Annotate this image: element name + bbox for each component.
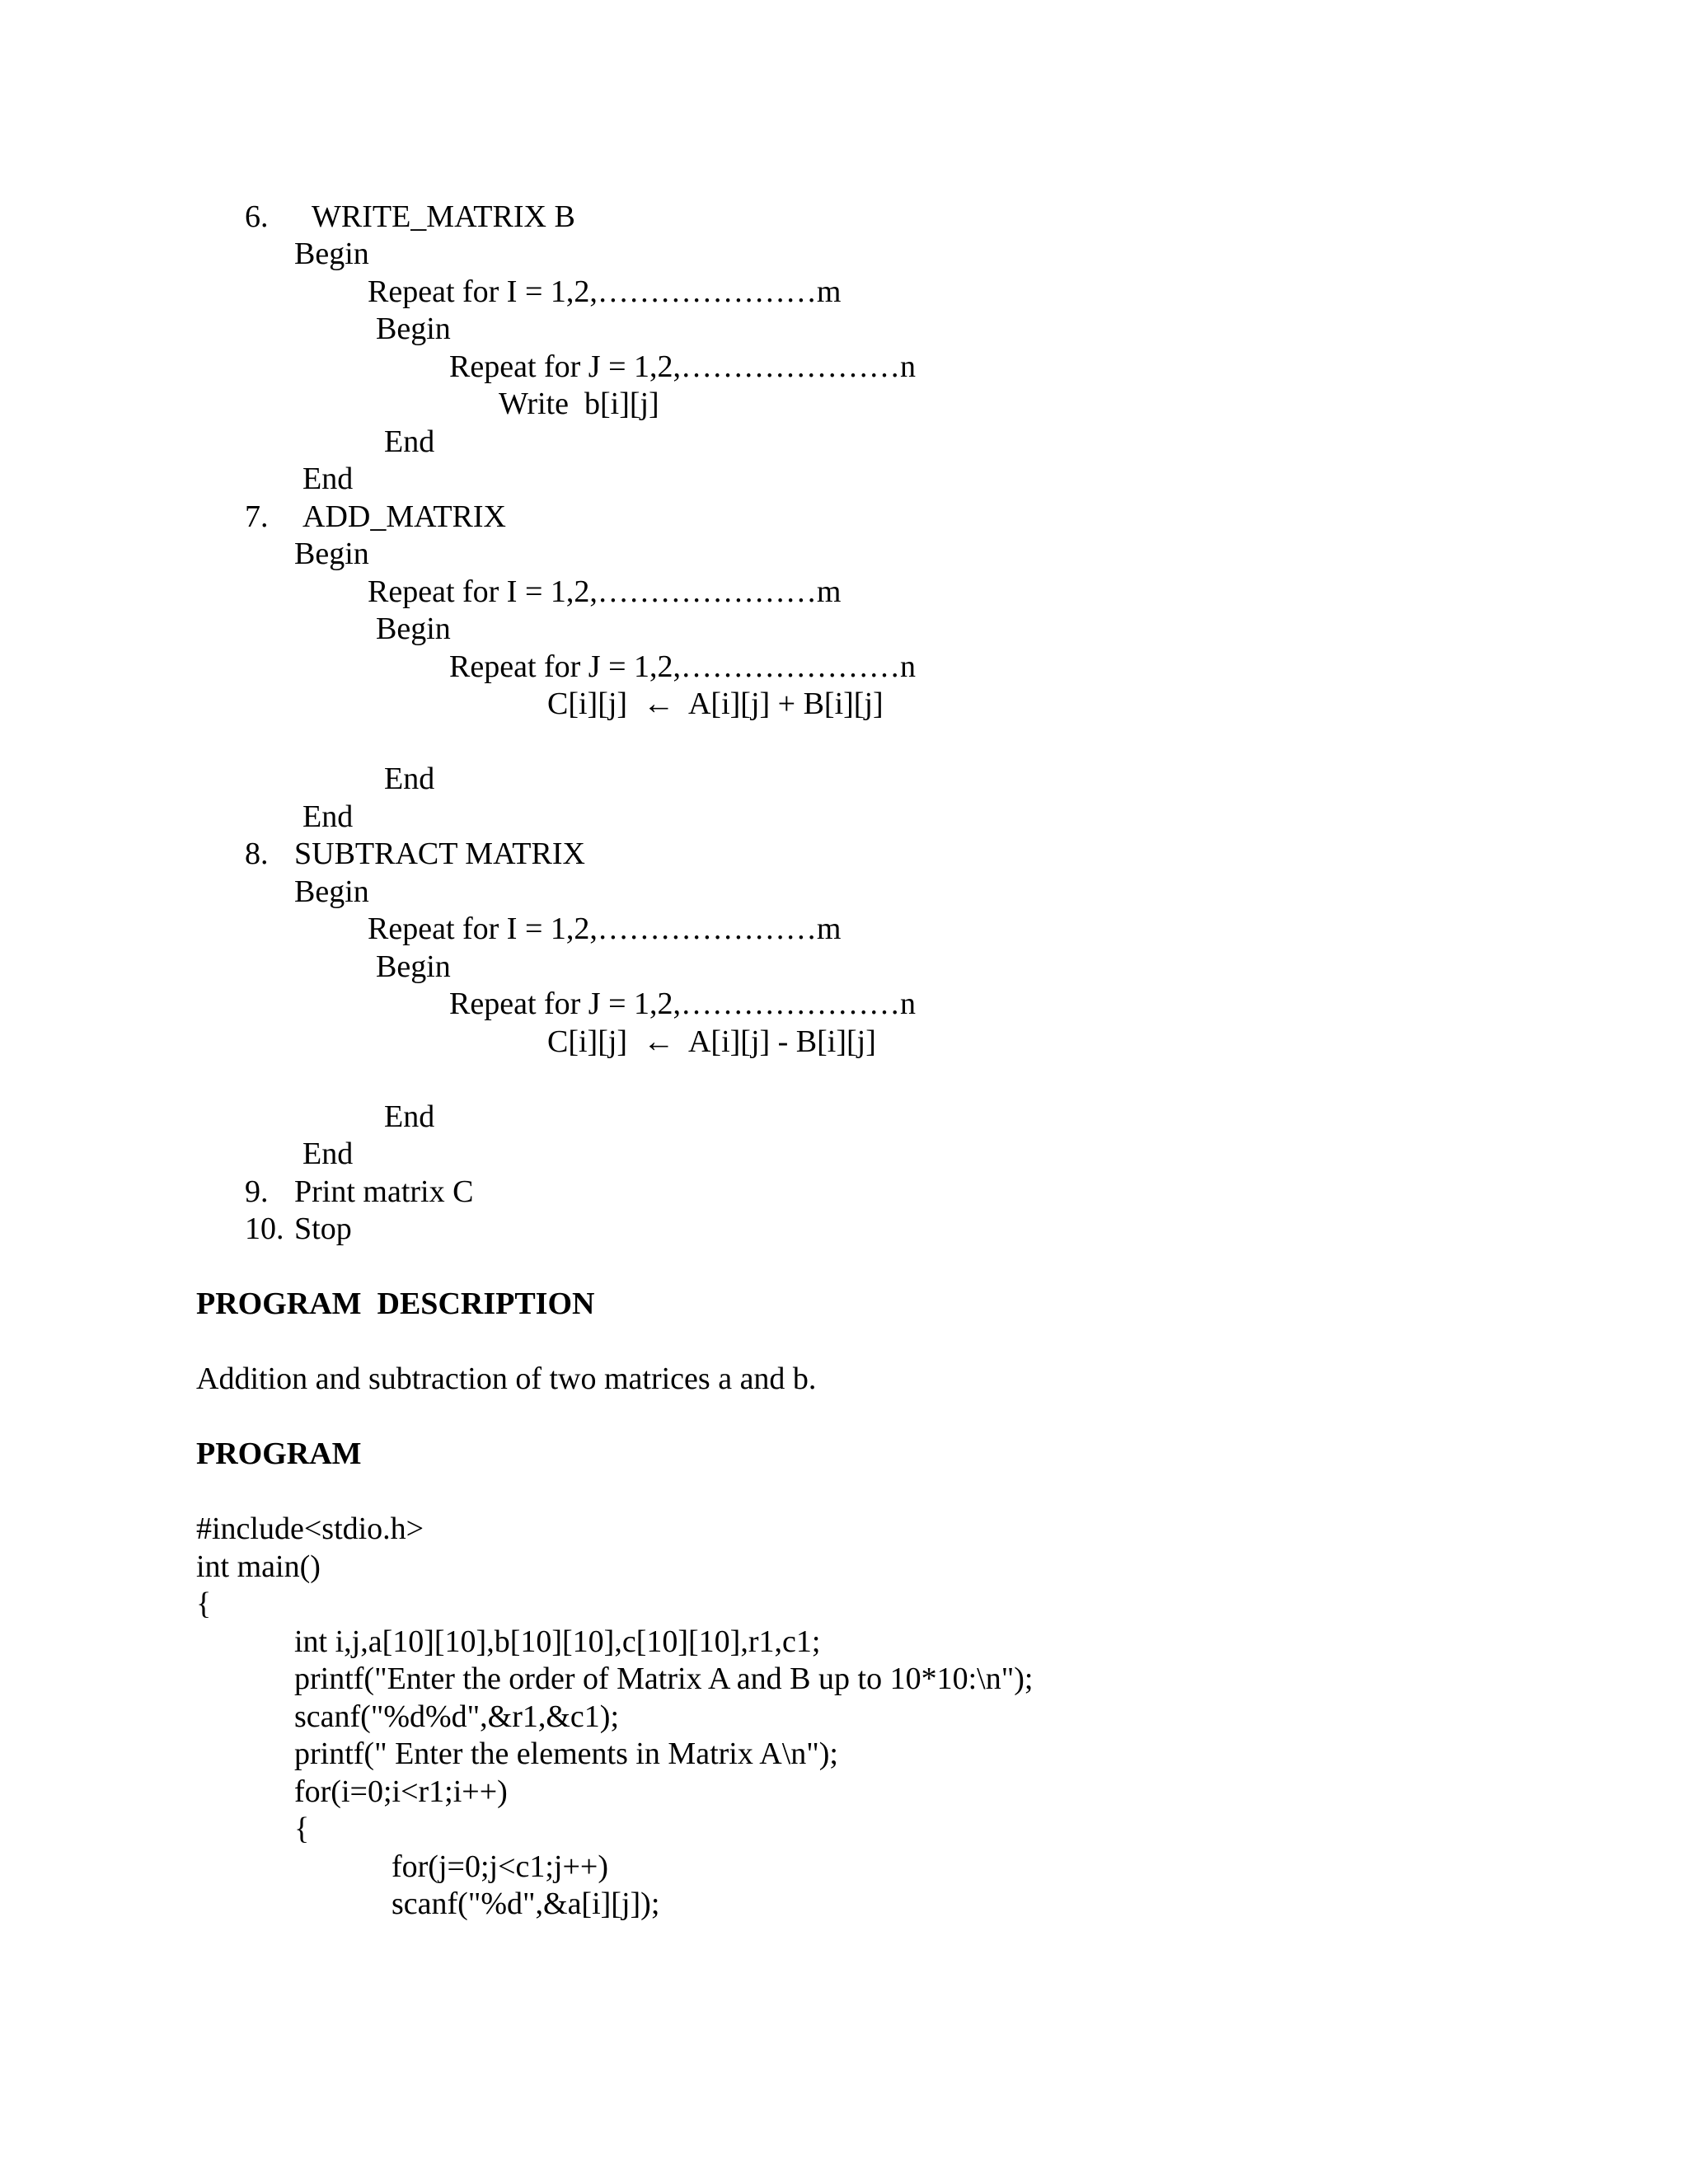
end-keyword: End bbox=[302, 1137, 354, 1171]
section-heading: PROGRAM DESCRIPTION bbox=[196, 1286, 595, 1321]
code-line: scanf("%d",&a[i][j]); bbox=[392, 1886, 660, 1921]
code-line: for(j=0;j<c1;j++) bbox=[392, 1849, 608, 1884]
begin-keyword: Begin bbox=[294, 537, 369, 571]
end-keyword: End bbox=[302, 799, 354, 834]
step-number: 8. bbox=[245, 837, 269, 871]
step-number: 6. bbox=[245, 199, 269, 234]
code-line: scanf("%d%d",&r1,&c1); bbox=[294, 1699, 620, 1734]
step-number: 7. bbox=[245, 499, 269, 534]
description-text: Addition and subtraction of two matrices a and b. bbox=[196, 1361, 817, 1396]
code-line: #include<stdio.h> bbox=[196, 1511, 424, 1546]
begin-keyword: Begin bbox=[376, 312, 451, 346]
repeat-i-loop: Repeat for I = 1,2,…………………m bbox=[368, 574, 842, 609]
code-line: { bbox=[196, 1586, 212, 1621]
step-title: Stop bbox=[294, 1212, 352, 1246]
code-line: for(i=0;i<r1;i++) bbox=[294, 1774, 508, 1809]
repeat-j-loop: Repeat for J = 1,2,…………………n bbox=[449, 349, 917, 384]
code-line: { bbox=[294, 1811, 310, 1846]
loop-body: C[i][j] ← A[i][j] - B[i][j] bbox=[547, 1024, 876, 1059]
repeat-i-loop: Repeat for I = 1,2,…………………m bbox=[368, 912, 842, 946]
end-keyword: End bbox=[384, 1099, 435, 1134]
step-title: SUBTRACT MATRIX bbox=[294, 837, 585, 871]
loop-body: Write b[i][j] bbox=[499, 387, 659, 421]
repeat-i-loop: Repeat for I = 1,2,…………………m bbox=[368, 274, 842, 309]
step-number: 9. bbox=[245, 1174, 269, 1209]
repeat-j-loop: Repeat for J = 1,2,…………………n bbox=[449, 649, 917, 684]
code-line: int main() bbox=[196, 1549, 321, 1584]
loop-body: C[i][j] ← A[i][j] + B[i][j] bbox=[547, 687, 884, 721]
step-title: ADD_MATRIX bbox=[302, 499, 506, 534]
begin-keyword: Begin bbox=[376, 949, 451, 984]
step-number: 10. bbox=[245, 1212, 284, 1246]
step-title: WRITE_MATRIX B bbox=[312, 199, 575, 234]
begin-keyword: Begin bbox=[376, 612, 451, 646]
repeat-j-loop: Repeat for J = 1,2,…………………n bbox=[449, 987, 917, 1021]
end-keyword: End bbox=[384, 424, 435, 459]
code-line: printf(" Enter the elements in Matrix A\n"); bbox=[294, 1736, 838, 1771]
begin-keyword: Begin bbox=[294, 874, 369, 909]
code-line: int i,j,a[10][10],b[10][10],c[10][10],r1,c1; bbox=[294, 1624, 821, 1659]
code-line: printf("Enter the order of Matrix A and B up to 10*10:\n"); bbox=[294, 1661, 1034, 1696]
step-title: Print matrix C bbox=[294, 1174, 474, 1209]
section-heading: PROGRAM bbox=[196, 1436, 362, 1471]
end-keyword: End bbox=[384, 762, 435, 796]
begin-keyword: Begin bbox=[294, 237, 369, 271]
end-keyword: End bbox=[302, 462, 354, 496]
